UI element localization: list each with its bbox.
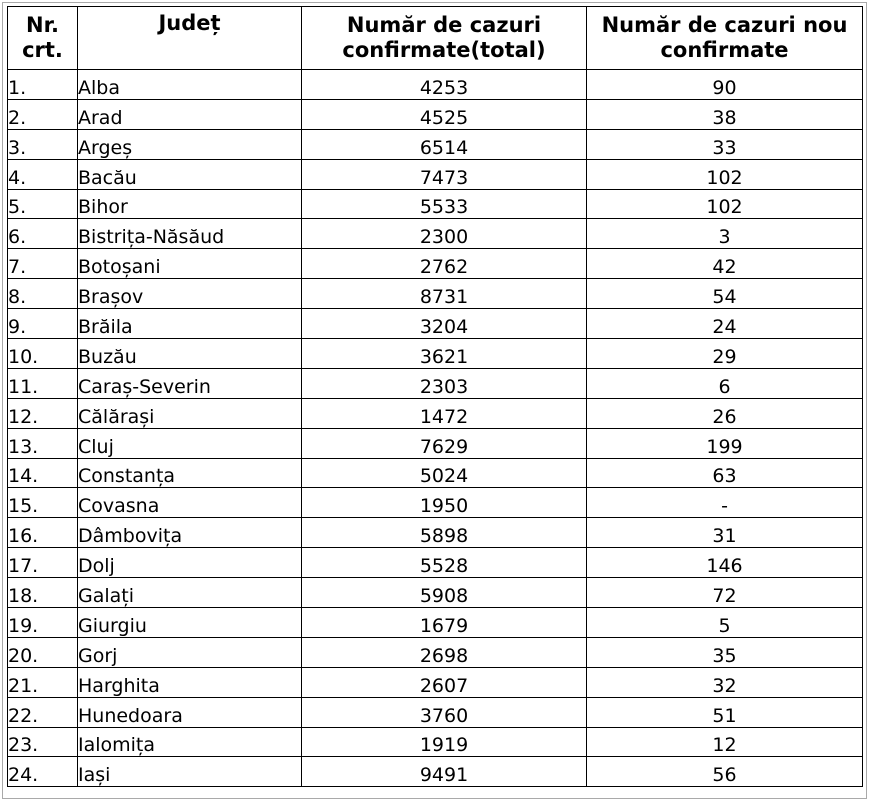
table-row [8,488,863,518]
cell-new-cases: 35 [587,637,863,667]
table-body [8,70,863,787]
table-row [8,129,863,159]
table-row [8,757,863,787]
cell-new-cases: 38 [587,99,863,129]
cell-nr-crt: 21. [8,667,78,697]
cell-total-cases: 4525 [302,99,587,129]
cell-new-cases: 3 [587,219,863,249]
cell-new-cases: 102 [587,159,863,189]
cell-judet: Bihor [78,189,302,219]
cell-new-cases: 5 [587,608,863,638]
cell-judet: Harghita [78,667,302,697]
table-row [8,428,863,458]
cell-total-cases: 8731 [302,279,587,309]
cell-nr-crt: 12. [8,398,78,428]
cell-nr-crt: 8. [8,279,78,309]
cell-total-cases: 1919 [302,727,587,757]
cell-judet: Dâmbovița [78,518,302,548]
cell-new-cases: 199 [587,428,863,458]
cell-total-cases: 1950 [302,488,587,518]
cell-nr-crt: 3. [8,129,78,159]
cell-judet: Brăila [78,309,302,339]
cell-judet: Cluj [78,428,302,458]
table-row [8,219,863,249]
cell-nr-crt: 24. [8,757,78,787]
cell-judet: Bistrița-Năsăud [78,219,302,249]
cell-judet: Dolj [78,548,302,578]
cell-judet: Bacău [78,159,302,189]
table-row [8,368,863,398]
cell-judet: Constanța [78,458,302,488]
cell-nr-crt: 10. [8,339,78,369]
cell-total-cases: 2303 [302,368,587,398]
cell-nr-crt: 22. [8,697,78,727]
cell-judet: Gorj [78,637,302,667]
cell-new-cases: 63 [587,458,863,488]
table-row [8,339,863,369]
cell-new-cases: 51 [587,697,863,727]
header-total-line-2: confirmate(total) [342,38,546,62]
header-total-line-1: Număr de cazuri [346,13,542,37]
cell-total-cases: 2698 [302,637,587,667]
cell-total-cases: 5528 [302,548,587,578]
cell-total-cases: 1679 [302,608,587,638]
cell-nr-crt: 14. [8,458,78,488]
cell-nr-crt: 15. [8,488,78,518]
cell-judet: Argeș [78,129,302,159]
cell-new-cases: 146 [587,548,863,578]
header-new-cases [587,7,863,70]
cell-nr-crt: 13. [8,428,78,458]
table-row [8,309,863,339]
cell-judet: Ialomița [78,727,302,757]
cell-total-cases: 5898 [302,518,587,548]
cell-new-cases: 6 [587,368,863,398]
cell-judet: Galați [78,578,302,608]
table-row [8,637,863,667]
cell-total-cases: 6514 [302,129,587,159]
header-judet [78,7,302,70]
table-header-row [8,7,863,70]
cell-nr-crt: 17. [8,548,78,578]
cell-nr-crt: 23. [8,727,78,757]
table-row [8,249,863,279]
cell-total-cases: 9491 [302,757,587,787]
cell-total-cases: 3204 [302,309,587,339]
cell-nr-crt: 2. [8,99,78,129]
cell-nr-crt: 18. [8,578,78,608]
cell-nr-crt: 11. [8,368,78,398]
cell-total-cases: 2607 [302,667,587,697]
cell-total-cases: 2762 [302,249,587,279]
cell-nr-crt: 6. [8,219,78,249]
cell-total-cases: 1472 [302,398,587,428]
cell-nr-crt: 19. [8,608,78,638]
table-row [8,727,863,757]
table-row [8,99,863,129]
header-new-line-1: Număr de cazuri nou [601,13,848,37]
covid-cases-table [7,6,863,787]
cell-judet: Iași [78,757,302,787]
table-row [8,189,863,219]
table-row [8,578,863,608]
header-nr-crt [8,7,78,70]
cell-new-cases: 54 [587,279,863,309]
cell-new-cases: 26 [587,398,863,428]
cell-nr-crt: 16. [8,518,78,548]
cell-judet: Alba [78,70,302,100]
table-row [8,667,863,697]
cell-judet: Buzău [78,339,302,369]
table-row [8,70,863,100]
cell-total-cases: 5024 [302,458,587,488]
cell-judet: Arad [78,99,302,129]
cell-new-cases: 31 [587,518,863,548]
cell-total-cases: 2300 [302,219,587,249]
cell-judet: Caraș-Severin [78,368,302,398]
cell-new-cases: 56 [587,757,863,787]
cell-judet: Hunedoara [78,697,302,727]
table-row [8,518,863,548]
header-new-line-2: confirmate [660,38,789,62]
cell-new-cases: 72 [587,578,863,608]
header-nr-line-1: Nr. [26,13,59,37]
table-row [8,548,863,578]
cell-nr-crt: 5. [8,189,78,219]
cell-total-cases: 3621 [302,339,587,369]
header-total-cases [302,7,587,70]
table-row [8,279,863,309]
cell-new-cases: 29 [587,339,863,369]
cell-total-cases: 4253 [302,70,587,100]
cell-nr-crt: 9. [8,309,78,339]
cell-new-cases: 90 [587,70,863,100]
cell-new-cases: 24 [587,309,863,339]
cell-new-cases: 12 [587,727,863,757]
cell-nr-crt: 7. [8,249,78,279]
cell-nr-crt: 20. [8,637,78,667]
table-row [8,458,863,488]
cell-total-cases: 3760 [302,697,587,727]
header-nr-line-2: crt. [22,38,63,62]
cell-total-cases: 5908 [302,578,587,608]
cell-judet: Călărași [78,398,302,428]
table-row [8,697,863,727]
cell-total-cases: 7473 [302,159,587,189]
table-row [8,608,863,638]
cell-judet: Brașov [78,279,302,309]
table-row [8,398,863,428]
cell-nr-crt: 4. [8,159,78,189]
header-judet-line-1: Județ [158,11,221,35]
cell-judet: Botoșani [78,249,302,279]
cell-new-cases: 33 [587,129,863,159]
cell-total-cases: 7629 [302,428,587,458]
table-row [8,159,863,189]
cell-total-cases: 5533 [302,189,587,219]
cell-new-cases: 102 [587,189,863,219]
cell-new-cases: 42 [587,249,863,279]
cell-new-cases: 32 [587,667,863,697]
cell-judet: Giurgiu [78,608,302,638]
cell-judet: Covasna [78,488,302,518]
cell-nr-crt: 1. [8,70,78,100]
cell-new-cases: - [587,488,863,518]
